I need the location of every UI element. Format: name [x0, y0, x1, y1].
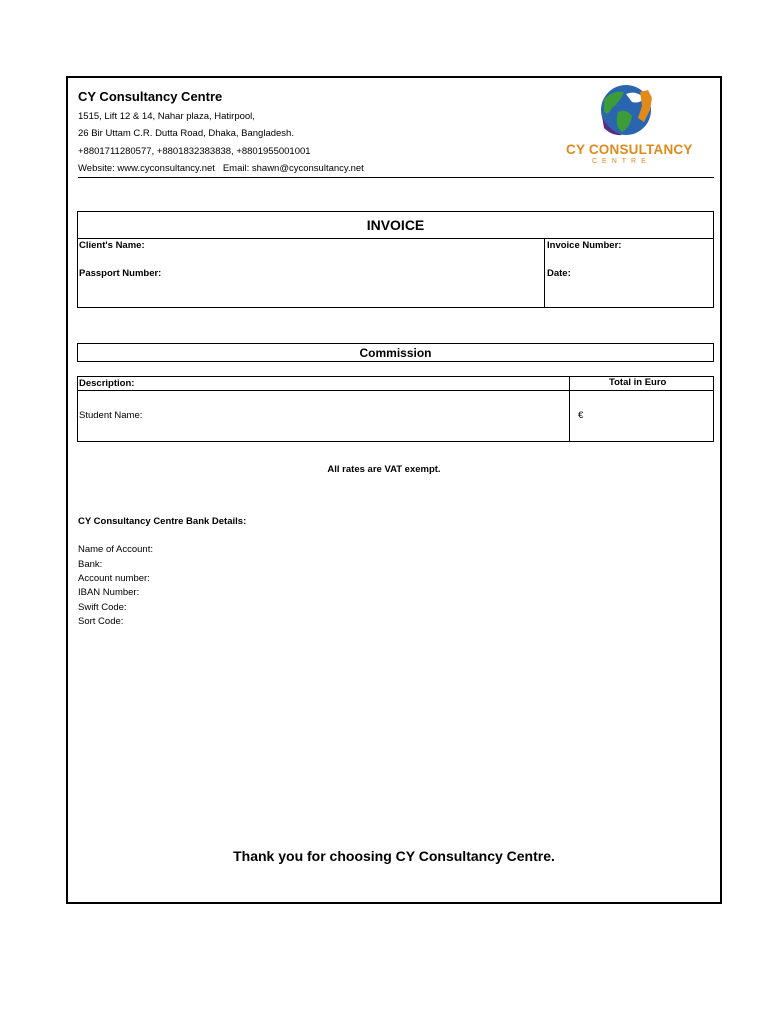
invoice-column-divider — [544, 239, 545, 308]
address-line-1: 1515, Lift 12 & 14, Nahar plaza, Hatirpool, — [78, 111, 255, 122]
invoice-details-box — [77, 211, 714, 308]
passport-number-label: Passport Number: — [79, 268, 162, 279]
thank-you-message: Thank you for choosing CY Consultancy Centre. — [233, 848, 555, 864]
student-name-label: Student Name: — [79, 410, 143, 421]
company-name: CY Consultancy Centre — [78, 89, 223, 104]
bank-field-account-name: Name of Account: — [78, 544, 153, 555]
invoice-title: INVOICE — [78, 212, 713, 239]
bank-field-account-number: Account number: — [78, 573, 150, 584]
vat-exempt-note: All rates are VAT exempt. — [327, 464, 441, 475]
bank-field-iban: IBAN Number: — [78, 587, 140, 598]
bank-field-bank: Bank: — [78, 559, 103, 570]
logo-title: CY CONSULTANCY — [566, 142, 693, 157]
logo-subtitle: CENTRE — [592, 158, 651, 165]
total-euro-header: Total in Euro — [609, 377, 667, 388]
description-header: Description: — [79, 378, 135, 389]
bank-details-title: CY Consultancy Centre Bank Details: — [78, 516, 247, 527]
invoice-number-label: Invoice Number: — [547, 240, 622, 251]
invoice-page-frame — [66, 76, 722, 904]
date-label: Date: — [547, 268, 571, 279]
client-name-label: Client's Name: — [79, 240, 145, 251]
address-line-2: 26 Bir Uttam C.R. Dutta Road, Dhaka, Bangladesh. — [78, 128, 294, 139]
commission-table — [77, 376, 714, 442]
table-header-rule — [78, 390, 713, 391]
table-column-divider — [569, 377, 570, 441]
website-email: Website: www.cyconsultancy.net Email: shawn@cyconsultancy.net — [78, 163, 364, 174]
header-divider — [78, 177, 714, 178]
bank-field-sort-code: Sort Code: — [78, 616, 124, 627]
euro-symbol: € — [578, 410, 584, 421]
bank-field-swift: Swift Code: — [78, 602, 127, 613]
phone-numbers: +8801711280577, +8801832383838, +8801955001001 — [78, 146, 311, 157]
commission-header: Commission — [77, 343, 714, 362]
